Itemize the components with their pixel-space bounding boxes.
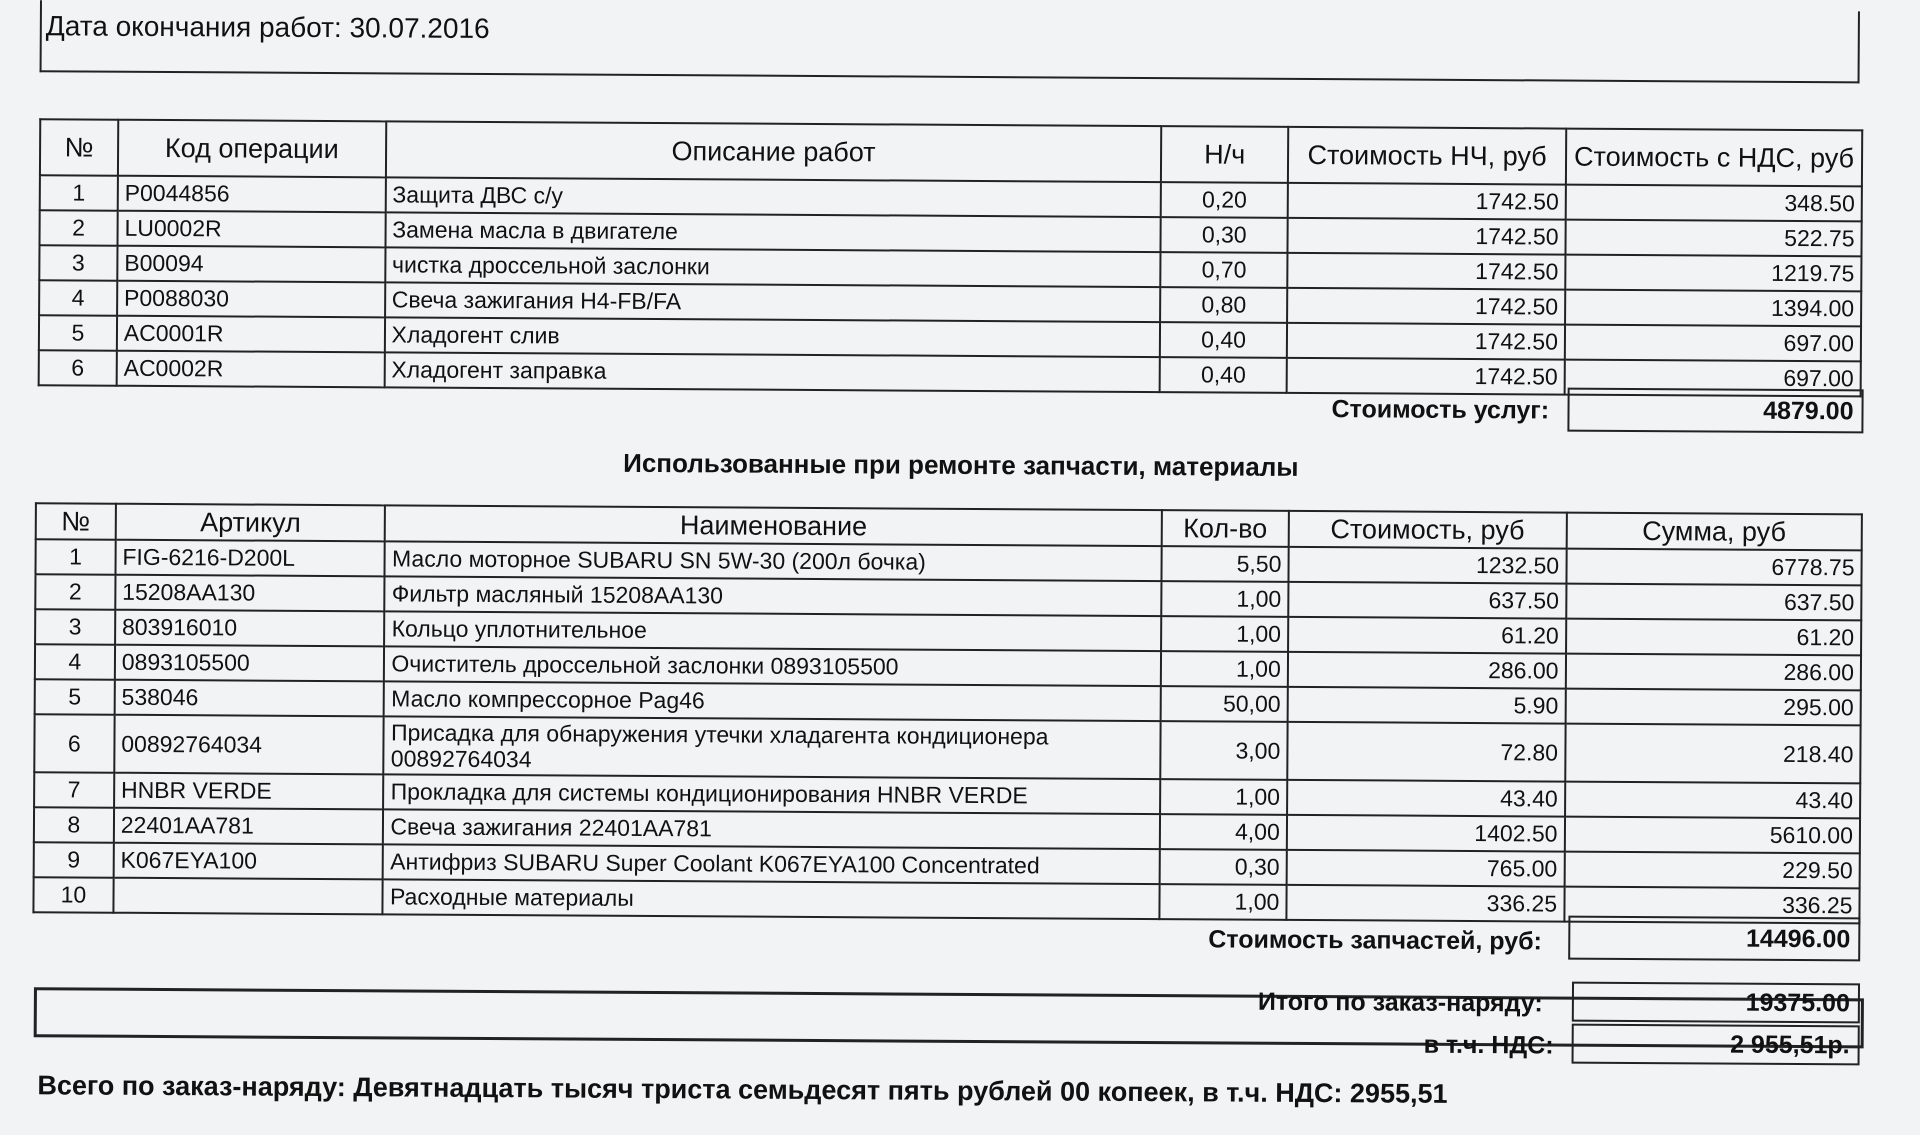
cell-price: 765.00 [1286, 850, 1564, 887]
column-header: № [36, 503, 116, 539]
cell-sum: 43.40 [1565, 782, 1861, 819]
cell-hours: 0,80 [1160, 287, 1287, 323]
cell-rate: 1742.50 [1288, 183, 1566, 220]
cell-hours: 0,30 [1161, 217, 1288, 253]
column-header: № [40, 119, 118, 175]
cell-description: Хладогент заправка [384, 352, 1160, 392]
column-header: Код операции [118, 120, 386, 178]
cell-description: Защита ДВС с/у [385, 177, 1161, 217]
column-header: Стоимость с НДС, руб [1566, 129, 1862, 187]
cell-name: Масло компрессорное Pag46 [384, 681, 1161, 721]
cell-price: 286.00 [1288, 652, 1566, 689]
cell-price: 72.80 [1287, 722, 1565, 782]
cell-qty: 1,00 [1159, 884, 1286, 920]
cell-number: 1 [35, 539, 115, 574]
cell-number: 6 [34, 714, 114, 772]
cell-cost: 348.50 [1566, 185, 1862, 222]
column-header: Описание работ [386, 121, 1162, 182]
cell-sum: 61.20 [1566, 619, 1862, 656]
cell-rate: 1742.50 [1287, 358, 1565, 395]
grand-total-label: Итого по заказ-наряду: [1257, 987, 1543, 1018]
cell-number: 3 [35, 609, 115, 644]
vat-value: 2 955,51р. [1572, 1024, 1860, 1066]
parts-section-title: Использованные при ремонте запчасти, материалы [623, 447, 1299, 482]
cell-qty: 1,00 [1161, 581, 1288, 617]
cell-article: 0893105500 [115, 645, 385, 682]
cell-cost: 1219.75 [1565, 255, 1861, 292]
cell-qty: 3,00 [1160, 721, 1287, 780]
column-header: Наименование [385, 505, 1162, 546]
cell-name: Свеча зажигания 22401AA781 [383, 809, 1160, 849]
cell-article: 00892764034 [114, 715, 384, 775]
cell-qty: 1,00 [1161, 616, 1288, 652]
operations-table [38, 118, 1864, 397]
cell-number: 4 [35, 644, 115, 679]
cell-sum: 637.50 [1566, 584, 1862, 621]
end-date: Дата окончания работ: 30.07.2016 [45, 10, 490, 44]
cell-number: 9 [34, 842, 114, 877]
cell-code: P0088030 [117, 281, 385, 318]
cell-name: Расходные материалы [383, 879, 1160, 919]
cell-sum: 286.00 [1565, 654, 1861, 691]
cell-number: 5 [39, 315, 117, 350]
cell-description: Хладогент слив [384, 317, 1160, 357]
cell-hours: 0,40 [1160, 357, 1287, 393]
cell-number: 4 [39, 280, 117, 315]
cell-number: 6 [39, 350, 117, 385]
vat-label: в т.ч. НДС: [1423, 1030, 1554, 1060]
cell-cost: 697.00 [1565, 360, 1861, 397]
cell-number: 1 [40, 175, 118, 210]
cell-code: LU0002R [117, 211, 385, 248]
cell-article: K067EYA100 [113, 843, 383, 880]
parts-table [32, 502, 1862, 924]
cell-article: 538046 [114, 680, 384, 717]
cell-price: 336.25 [1286, 885, 1564, 922]
cell-description: чистка дроссельной заслонки [385, 247, 1161, 287]
cell-article: 15208AA130 [115, 575, 385, 612]
cell-sum: 218.40 [1565, 724, 1861, 784]
cell-cost: 522.75 [1565, 220, 1861, 257]
cell-qty: 50,00 [1161, 686, 1288, 722]
cell-rate: 1742.50 [1287, 323, 1565, 360]
cell-name: Антифриз SUBARU Super Coolant K067EYA100 Concentrated [383, 844, 1160, 884]
cell-article: HNBR VERDE [114, 773, 384, 810]
cell-number: 5 [35, 679, 115, 714]
cell-price: 61.20 [1288, 617, 1566, 654]
cell-qty: 1,00 [1160, 779, 1287, 815]
cell-name: Фильтр масляный 15208AA130 [385, 576, 1162, 616]
parts-total-value: 14496.00 [1568, 916, 1860, 962]
cell-code: AC0002R [117, 351, 385, 388]
cell-sum: 295.00 [1565, 689, 1861, 726]
cell-hours: 0,70 [1161, 252, 1288, 288]
cell-sum: 336.25 [1564, 887, 1860, 924]
column-header: Стоимость НЧ, руб [1288, 127, 1566, 185]
cell-qty: 1,00 [1161, 651, 1288, 687]
cell-qty: 0,30 [1160, 849, 1287, 885]
total-in-words: Всего по заказ-наряду: Девятнадцать тысяч триста семьдесят пять рублей 00 копеек, в т.ч. НДС: 2955,51 [37, 1070, 1448, 1109]
cell-description: Замена масла в двигателе [385, 212, 1161, 252]
cell-hours: 0,20 [1161, 182, 1288, 218]
cell-price: 637.50 [1288, 582, 1566, 619]
cell-sum: 229.50 [1564, 852, 1860, 889]
cell-rate: 1742.50 [1287, 288, 1565, 325]
cell-article: 22401AA781 [114, 808, 384, 845]
cell-sum: 5610.00 [1564, 817, 1860, 854]
services-total-value: 4879.00 [1567, 388, 1863, 434]
cell-article: 803916010 [115, 610, 385, 647]
cell-price: 5.90 [1287, 687, 1565, 724]
cell-rate: 1742.50 [1287, 253, 1565, 290]
cell-cost: 1394.00 [1565, 290, 1861, 327]
cell-article: FIG-6216-D200L [115, 540, 385, 577]
cell-code: P0044856 [118, 176, 386, 213]
cell-name: Кольцо уплотнительное [385, 611, 1162, 651]
cell-description: Свеча зажигания H4-FB/FA [385, 282, 1161, 322]
cell-qty: 4,00 [1160, 814, 1287, 850]
cell-code: B00094 [117, 246, 385, 283]
cell-rate: 1742.50 [1288, 218, 1566, 255]
cell-number: 7 [34, 772, 114, 807]
cell-price: 1402.50 [1287, 815, 1565, 852]
cell-name: Масло моторное SUBARU SN 5W-30 (200л бочка) [385, 541, 1162, 581]
column-header: Стоимость, руб [1289, 511, 1567, 549]
cell-number: 10 [33, 877, 113, 912]
cell-hours: 0,40 [1160, 322, 1287, 358]
grand-total-value: 19375.00 [1572, 982, 1860, 1024]
column-header: Кол-во [1162, 510, 1289, 547]
cell-name: Присадка для обнаружения утечки хладагента кондиционера 00892764034 [384, 716, 1161, 779]
cell-name: Прокладка для системы кондиционирования HNBR VERDE [384, 774, 1161, 814]
cell-sum: 6778.75 [1566, 549, 1862, 586]
cell-article [113, 878, 383, 915]
column-header: Сумма, руб [1566, 513, 1862, 551]
cell-number: 2 [40, 210, 118, 245]
parts-total-label: Стоимость запчастей, руб: [1208, 925, 1542, 956]
services-total-label: Стоимость услуг: [1331, 395, 1550, 425]
cell-price: 43.40 [1287, 780, 1565, 817]
cell-qty: 5,50 [1161, 546, 1288, 582]
cell-cost: 697.00 [1565, 325, 1861, 362]
cell-number: 8 [34, 807, 114, 842]
cell-number: 2 [35, 574, 115, 609]
column-header: Артикул [116, 504, 386, 542]
cell-number: 3 [39, 245, 117, 280]
cell-name: Очиститель дроссельной заслонки 0893105500 [384, 646, 1161, 686]
column-header: Н/ч [1161, 126, 1288, 183]
cell-price: 1232.50 [1288, 547, 1566, 584]
cell-code: AC0001R [117, 316, 385, 353]
